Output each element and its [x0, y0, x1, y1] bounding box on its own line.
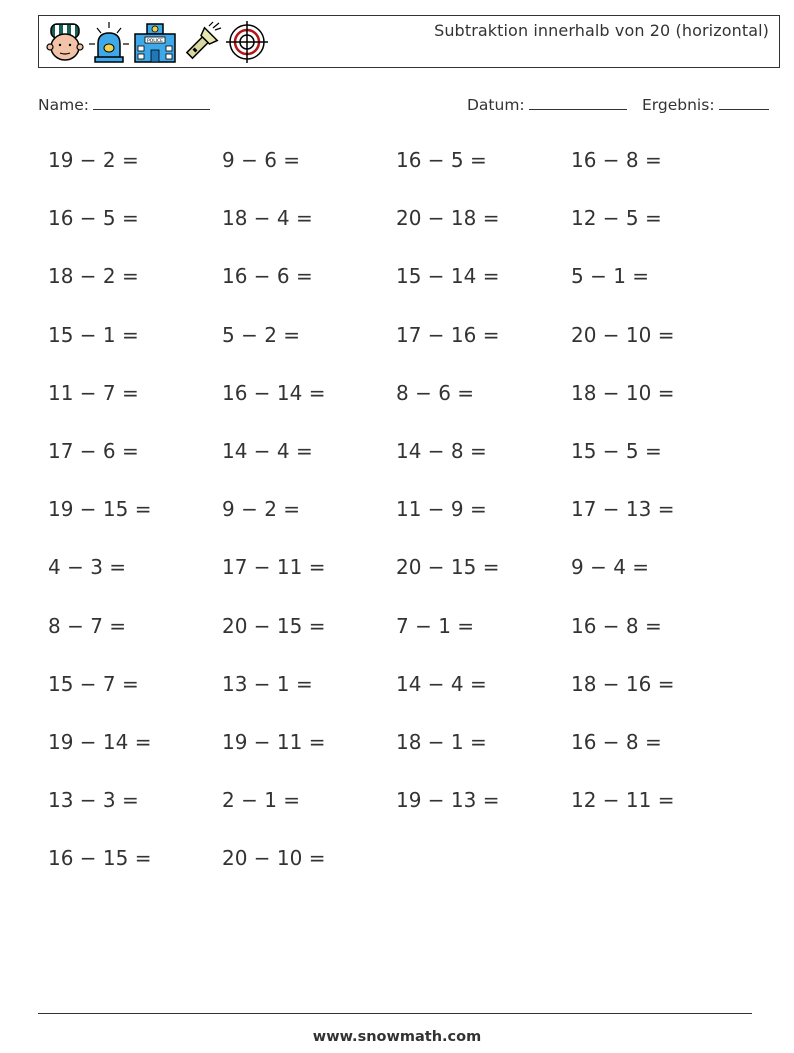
- police-sign-text: POLICE: [146, 39, 164, 44]
- problem-item: 18 − 1 =: [396, 730, 487, 754]
- problem-item: 17 − 11 =: [222, 555, 326, 580]
- problem-item: 8 − 7 =: [48, 613, 127, 638]
- problem-item: 20 − 15 =: [396, 555, 500, 580]
- problem-item: 8 − 6 =: [396, 380, 475, 405]
- date-label: Datum:: [467, 96, 525, 114]
- problem-item: 18 − 16 =: [571, 671, 675, 696]
- date-field[interactable]: [467, 94, 627, 114]
- problem-item: 17 − 13 =: [571, 497, 675, 522]
- problem-item: 4 − 3 =: [48, 555, 127, 580]
- worksheet-header: [38, 15, 780, 68]
- problem-item: 15 − 1 =: [48, 322, 139, 347]
- problem-item: 12 − 11 =: [571, 788, 675, 813]
- problem-item: 17 − 16 =: [396, 322, 500, 347]
- footer-url: www.snowmath.com: [312, 1029, 482, 1045]
- name-blank-line[interactable]: [93, 94, 210, 110]
- problem-item: 15 − 7 =: [48, 671, 139, 696]
- problem-item: 13 − 3 =: [48, 788, 139, 813]
- problem-item: 9 − 4 =: [571, 555, 650, 580]
- problem-item: 5 − 1 =: [571, 264, 650, 289]
- problem-item: 16 − 5 =: [396, 148, 487, 172]
- problem-item: 13 − 1 =: [222, 671, 313, 696]
- problem-item: 20 − 15 =: [222, 613, 326, 638]
- prisoner-icon: [45, 20, 85, 64]
- police-station-icon: [133, 20, 177, 64]
- problem-item: 11 − 7 =: [48, 380, 139, 405]
- crosshair-icon: [225, 20, 269, 64]
- flashlight-icon: [179, 20, 223, 64]
- score-blank-line[interactable]: [719, 94, 769, 110]
- problem-item: 20 − 10 =: [571, 322, 675, 347]
- problem-item: 14 − 4 =: [396, 671, 487, 696]
- problem-item: 19 − 13 =: [396, 788, 500, 813]
- problem-item: 9 − 2 =: [222, 497, 301, 522]
- problem-item: 12 − 5 =: [571, 206, 662, 231]
- problem-item: 19 − 11 =: [222, 730, 326, 754]
- problem-item: 5 − 2 =: [222, 322, 301, 347]
- problem-item: 15 − 5 =: [571, 439, 662, 463]
- problem-item: 19 − 2 =: [48, 148, 139, 172]
- problem-item: 16 − 8 =: [571, 613, 662, 638]
- problem-item: 14 − 4 =: [222, 439, 313, 463]
- footer-divider: [38, 1013, 752, 1014]
- problem-item: 17 − 6 =: [48, 439, 139, 463]
- problem-item: 19 − 15 =: [48, 497, 152, 522]
- problem-item: 7 − 1 =: [396, 613, 475, 638]
- header-icons: [45, 18, 269, 66]
- problem-item: 16 − 8 =: [571, 148, 662, 172]
- date-blank-line[interactable]: [529, 94, 627, 110]
- problem-item: 19 − 14 =: [48, 730, 152, 754]
- name-field[interactable]: [38, 94, 210, 114]
- score-label: Ergebnis:: [642, 96, 715, 114]
- problem-item: 20 − 10 =: [222, 846, 326, 871]
- problem-item: 16 − 15 =: [48, 846, 152, 871]
- problem-item: 15 − 14 =: [396, 264, 500, 289]
- problem-item: 16 − 14 =: [222, 380, 326, 405]
- problem-item: 18 − 2 =: [48, 264, 139, 289]
- problem-item: 16 − 8 =: [571, 730, 662, 754]
- name-label: Name:: [38, 96, 89, 114]
- police-siren-icon: [87, 20, 131, 64]
- problem-item: 18 − 10 =: [571, 380, 675, 405]
- problem-item: 16 − 6 =: [222, 264, 313, 289]
- problem-item: 18 − 4 =: [222, 206, 313, 231]
- problem-item: 2 − 1 =: [222, 788, 301, 813]
- problem-item: 11 − 9 =: [396, 497, 487, 522]
- problem-item: 14 − 8 =: [396, 439, 487, 463]
- score-field[interactable]: [642, 94, 769, 114]
- problem-item: 20 − 18 =: [396, 206, 500, 231]
- problem-item: 16 − 5 =: [48, 206, 139, 231]
- problem-item: 9 − 6 =: [222, 148, 301, 172]
- worksheet-title: Subtraktion innerhalb von 20 (horizontal): [434, 21, 769, 40]
